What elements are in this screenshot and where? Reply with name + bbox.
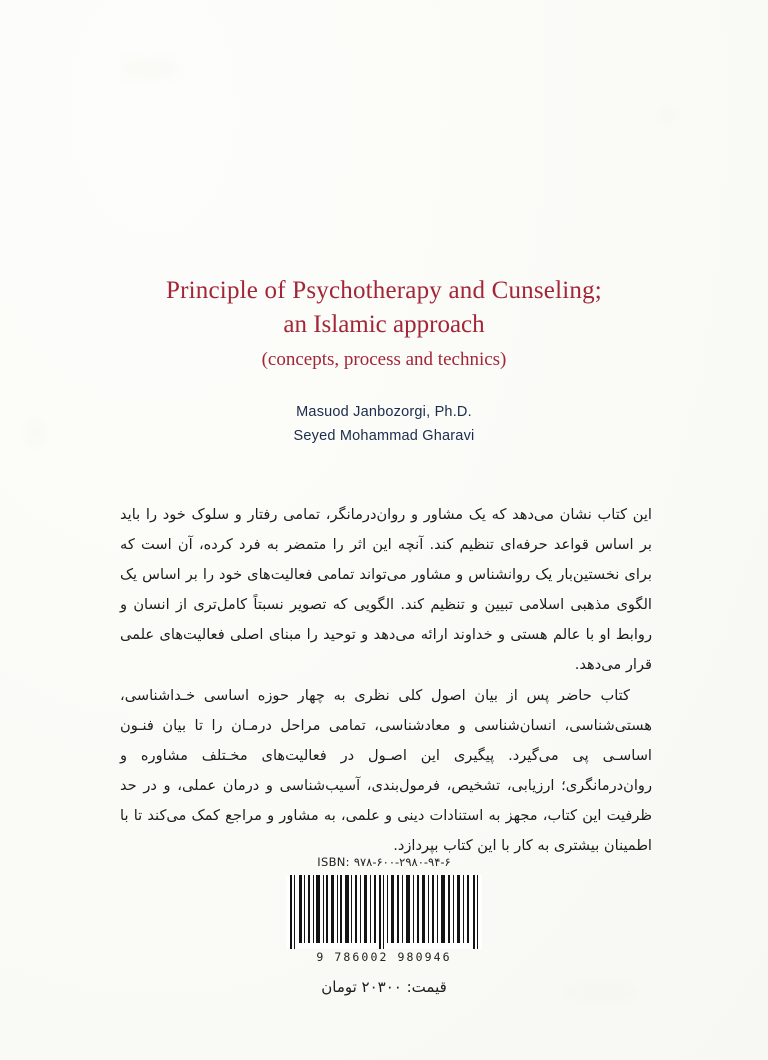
isbn-number: ۹۷۸-۶۰۰-۲۹۸۰-۹۴-۶: [353, 855, 451, 869]
price-label: قیمت: ۲۰۳۰۰ تومان: [321, 978, 447, 996]
english-title-block: [0, 275, 768, 449]
barcode-image: [286, 875, 482, 949]
author-list: [0, 401, 768, 449]
author-name: Masuod Janbozorgi, Ph.D.: [296, 404, 472, 420]
barcode-digits: 9 786002 980946: [316, 950, 452, 964]
paper-speck: [120, 60, 180, 78]
author-name: Seyed Mohammad Gharavi: [293, 427, 475, 444]
isbn-line: [0, 855, 768, 869]
book-title-line-1: Principle of Psychotherapy and Cunseling;: [166, 277, 602, 304]
barcode: [286, 875, 482, 964]
paper-speck: [660, 110, 674, 120]
book-title-line-2: an Islamic approach: [283, 311, 485, 338]
persian-paragraph-2: کتاب حاضر پس از بیان اصول کلی نظری به چهار حوزه اساسی خـداشناسی، هستی‌شناسی، انسان‌شناسی و معادشناسی، تمامی مراحل درمـان را تا بیان فنـون اساسـی پی می‌گیرد. پیگیری این اصـول در فعالیت‌های مخـتلف مشاوره و روان‌درمانگری؛ ارزیابی، تشخیص، فرمول‌بندی، آسیب‌شناسی و درمان عملی، و در حد ظرفیت این کتاب، مجهز به استنادات دینی و علمی، به مشاور و مراجع کمک می‌کند تا با اطمینان بیشتری به کار با این کتاب بپردازد.: [120, 687, 652, 854]
isbn-barcode-area: [0, 855, 768, 996]
persian-paragraph-1: این کتاب نشان می‌دهد که یک مشاور و روان‌درمانگر، تمامی رفتار و سلوک خود را باید بر اساس قواعد حرفه‌ای تنظیم کند. آنچه این اثر را متمضر به فرد کرده، آن است که برای نخستین‌بار یک روانشناس و مشاور می‌تواند تمامی فعالیت‌های خود را بر اساس یک الگوی مذهبی اسلامی تبیین و تنظیم کند. الگویی که تصویر نسبتاً کامل‌تری از انسان و روابط او با عالم هستی و خداوند ارائه می‌دهد و توحید را مبنای اصلی فعالیت‌های علمی قرار می‌دهد.: [120, 506, 652, 673]
persian-description: [120, 500, 652, 863]
book-subtitle: (concepts, process and technics): [261, 349, 507, 370]
isbn-label: ISBN:: [317, 855, 350, 869]
